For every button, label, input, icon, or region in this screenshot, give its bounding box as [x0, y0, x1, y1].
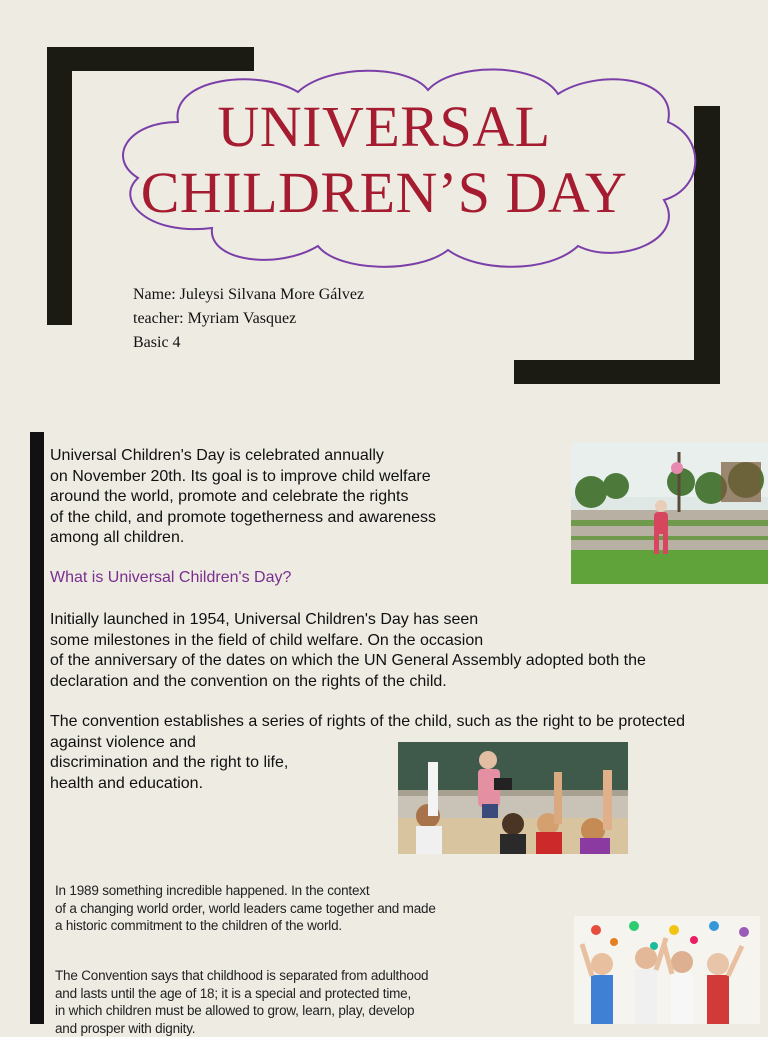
info-slide: [0, 432, 768, 866]
student-name: Name: Juleysi Silvana More Gálvez: [133, 286, 365, 303]
park-photo: [571, 442, 768, 584]
side-rule: [30, 432, 44, 866]
history-slide: [0, 866, 768, 1036]
frame-corner-bottom: [514, 360, 720, 384]
children-painted-hands-photo: [574, 916, 760, 1024]
grade-level: Basic 4: [133, 334, 181, 351]
intro-paragraph: Universal Children's Day is celebrated annually on November 20th. Its goal is to improve child welfare around the world, promote and celebrate the rights of the child, and promote togetherness and awareness among all children.: [50, 447, 437, 547]
history-paragraph: Initially launched in 1954, Universal Children's Day has seen some milestones in the field of child welfare. On the occasion of the anniversary of the dates on which the UN General Assembly adopted both the declaration and the convention on the rights of the child.: [50, 611, 646, 690]
rights-paragraph: The convention establishes a series of rights of the child, such as the right to be protected against violence and discrimination and the right to life, health and education.: [50, 713, 686, 792]
convention-paragraph: The Convention says that childhood is separated from adulthood and lasts until the age of 18; it is a special and protected time, in which children must be allowed to grow, learn, play, develop and prosper with dignity.: [55, 968, 429, 1036]
title-line-2: CHILDREN’S DAY: [140, 160, 628, 225]
side-rule: [30, 866, 44, 1024]
title-slide: [0, 0, 768, 420]
classroom-photo: [398, 742, 628, 854]
history-1989-paragraph: In 1989 something incredible happened. In the context of a changing world order, world leaders came together and made a historic commitment to the children of the world.: [55, 883, 436, 934]
teacher-name: teacher: Myriam Vasquez: [133, 310, 297, 327]
title-line-1: UNIVERSAL: [217, 94, 551, 159]
question-heading: What is Universal Children's Day?: [50, 569, 292, 586]
